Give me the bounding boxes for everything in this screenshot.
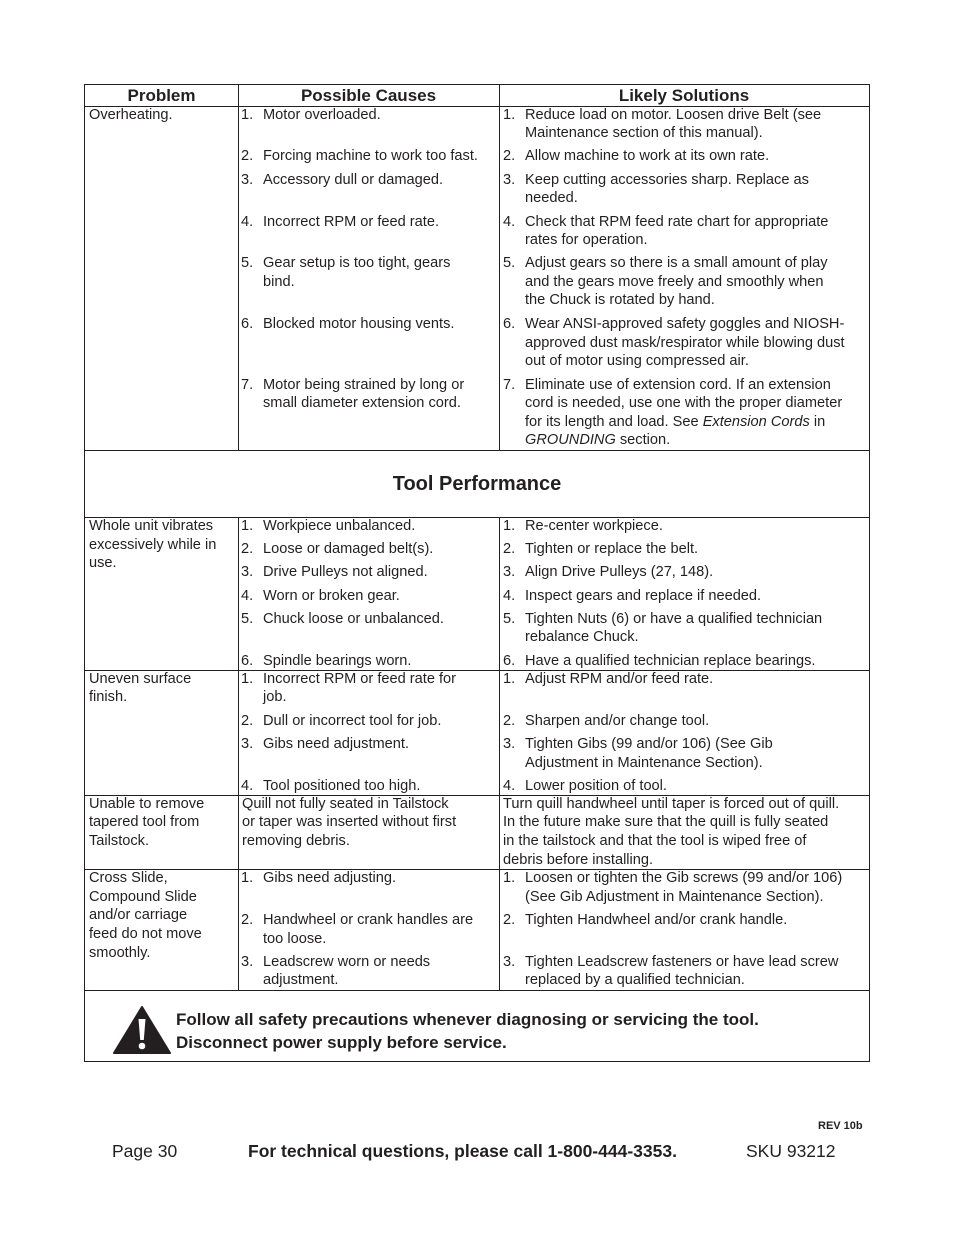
solution-text: Tighten or replace the belt. xyxy=(525,541,699,557)
list-number: 2. xyxy=(503,912,516,928)
list-number: 4. xyxy=(503,214,516,230)
cause-text: Chuck loose or unbalanced. xyxy=(263,611,444,627)
list-number: 6. xyxy=(241,653,254,669)
cause-text: Quill not fully seated in Tailstock xyxy=(242,796,449,812)
problem-text: smoothly. xyxy=(89,945,151,961)
cause-text: Leadscrew worn or needs xyxy=(263,954,431,970)
solution-text: Reduce load on motor. Loosen drive Belt (see xyxy=(525,107,822,123)
cause-text: Gibs need adjusting. xyxy=(263,870,397,886)
list-number: 1. xyxy=(503,671,516,687)
problem-text: Cross Slide, xyxy=(89,870,168,886)
cause-text: Gibs need adjustment. xyxy=(263,736,410,752)
solution-text: In the future make sure that the quill is fully seated xyxy=(503,814,829,830)
solution-text: Tighten Nuts (6) or have a qualified technician xyxy=(525,611,823,627)
problem-text: Tailstock. xyxy=(89,833,150,849)
revision-label: REV 10b xyxy=(818,1120,863,1132)
cause-text: Workpiece unbalanced. xyxy=(263,518,416,534)
cause-text: Loose or damaged belt(s). xyxy=(263,541,434,557)
problem-text: Uneven surface xyxy=(89,671,192,687)
header-problem: Problem xyxy=(127,86,196,105)
list-number: 3. xyxy=(241,172,254,188)
solution-text: Tighten Gibs (99 and/or 106) (See Gib xyxy=(525,736,773,752)
divider xyxy=(85,990,869,991)
list-number: 5. xyxy=(241,255,254,271)
list-number: 6. xyxy=(241,316,254,332)
troubleshooting-table xyxy=(84,84,870,1062)
solution-text: needed. xyxy=(525,190,578,206)
solution-text: Turn quill handwheel until taper is forced out of quill. xyxy=(503,796,840,812)
problem-text: Whole unit vibrates xyxy=(89,518,214,534)
text-run: for its length and load. See xyxy=(525,414,703,430)
list-number: 2. xyxy=(241,148,254,164)
solution-text: Allow machine to work at its own rate. xyxy=(525,148,770,164)
solution-text: Re-center workpiece. xyxy=(525,518,663,534)
cause-text: Tool positioned too high. xyxy=(263,778,421,794)
page-number: Page 30 xyxy=(112,1141,178,1161)
problem-overheating: Overheating. xyxy=(89,107,173,123)
header-likely-solutions: Likely Solutions xyxy=(618,86,750,105)
solution-text: Tighten Handwheel and/or crank handle. xyxy=(525,912,788,928)
list-number: 2. xyxy=(241,541,254,557)
list-number: 4. xyxy=(503,778,516,794)
cause-text: Motor being strained by long or xyxy=(263,377,465,393)
cause-text: Spindle bearings worn. xyxy=(263,653,412,669)
solution-text: out of motor using compressed air. xyxy=(525,353,749,369)
warning-line-2: Disconnect power supply before service. xyxy=(176,1033,507,1052)
solution-text: (See Gib Adjustment in Maintenance Section). xyxy=(525,889,824,905)
column-divider xyxy=(499,517,500,990)
list-number: 1. xyxy=(241,518,254,534)
text-run: in xyxy=(809,414,826,430)
list-number: 7. xyxy=(503,377,516,393)
warning-line-1: Follow all safety precautions whenever diagnosing or servicing the tool. xyxy=(176,1010,759,1029)
problem-text: feed do not move xyxy=(89,926,202,942)
list-number: 3. xyxy=(503,564,516,580)
solution-text: Adjustment in Maintenance Section). xyxy=(525,755,763,771)
solution-text: rates for operation. xyxy=(525,232,648,248)
divider xyxy=(85,450,869,451)
list-number: 2. xyxy=(503,148,516,164)
list-number: 4. xyxy=(503,588,516,604)
warning-triangle-icon xyxy=(112,1005,172,1055)
header-possible-causes: Possible Causes xyxy=(300,86,437,105)
column-divider xyxy=(499,85,500,450)
solution-text xyxy=(525,413,825,432)
solution-text: Have a qualified technician replace bearings. xyxy=(525,653,816,669)
solution-text: Eliminate use of extension cord. If an extension xyxy=(525,377,831,393)
cause-text: too loose. xyxy=(263,931,327,947)
list-number: 4. xyxy=(241,778,254,794)
solution-text: and the gears move freely and smoothly when xyxy=(525,274,824,290)
list-number: 6. xyxy=(503,653,516,669)
cause-text: or taper was inserted without first xyxy=(242,814,457,830)
solution-text: Wear ANSI-approved safety goggles and NIOSH- xyxy=(525,316,845,332)
list-number: 7. xyxy=(241,377,254,393)
problem-text: use. xyxy=(89,555,117,571)
list-number: 3. xyxy=(503,736,516,752)
list-number: 1. xyxy=(503,870,516,886)
text-run: section. xyxy=(615,432,671,448)
solution-text: Maintenance section of this manual). xyxy=(525,125,763,141)
solution-text: debris before installing. xyxy=(503,852,654,868)
solution-text: Adjust gears so there is a small amount of play xyxy=(525,255,828,271)
list-number: 5. xyxy=(503,255,516,271)
column-divider xyxy=(238,85,239,450)
list-number: 2. xyxy=(503,713,516,729)
list-number: 2. xyxy=(241,713,254,729)
cause-text: Blocked motor housing vents. xyxy=(263,316,455,332)
list-number: 1. xyxy=(503,518,516,534)
emphasis-text: Extension Cords xyxy=(702,414,810,430)
problem-text: and/or carriage xyxy=(89,907,188,923)
cause-text: removing debris. xyxy=(242,833,350,849)
problem-text: Compound Slide xyxy=(89,889,197,905)
list-number: 4. xyxy=(241,214,254,230)
solution-text: Lower position of tool. xyxy=(525,778,667,794)
list-number: 2. xyxy=(241,912,254,928)
list-number: 3. xyxy=(241,564,254,580)
emphasis-text: GROUNDING xyxy=(525,432,616,448)
solution-text: the Chuck is rotated by hand. xyxy=(525,292,715,308)
sku-label: SKU 93212 xyxy=(746,1141,836,1161)
technical-phone-line: For technical questions, please call 1-800-444-3353. xyxy=(248,1141,677,1161)
problem-text: Unable to remove xyxy=(89,796,205,812)
problem-text: finish. xyxy=(89,689,128,705)
cause-text: Incorrect RPM or feed rate for xyxy=(263,671,457,687)
list-number: 5. xyxy=(503,611,516,627)
problem-text: excessively while in xyxy=(89,537,217,553)
cause-text: small diameter extension cord. xyxy=(263,395,461,411)
problem-text: tapered tool from xyxy=(89,814,200,830)
cause-text: Drive Pulleys not aligned. xyxy=(263,564,428,580)
list-number: 3. xyxy=(503,954,516,970)
cause-text: Accessory dull or damaged. xyxy=(263,172,444,188)
list-number: 1. xyxy=(503,107,516,123)
cause-text: Handwheel or crank handles are xyxy=(263,912,474,928)
cause-text: adjustment. xyxy=(263,972,339,988)
solution-text: Keep cutting accessories sharp. Replace as xyxy=(525,172,809,188)
cause-text: Motor overloaded. xyxy=(263,107,381,123)
solution-text: Loosen or tighten the Gib screws (99 and/or 106) xyxy=(525,870,843,886)
solution-text: rebalance Chuck. xyxy=(525,629,639,645)
solution-text: Adjust RPM and/or feed rate. xyxy=(525,671,714,687)
list-number: 3. xyxy=(241,954,254,970)
cause-text: bind. xyxy=(263,274,295,290)
solution-text xyxy=(525,431,670,450)
list-number: 6. xyxy=(503,316,516,332)
cause-text: Forcing machine to work too fast. xyxy=(263,148,478,164)
cause-text: Dull or incorrect tool for job. xyxy=(263,713,442,729)
list-number: 1. xyxy=(241,870,254,886)
solution-text: in the tailstock and that the tool is wiped free of xyxy=(503,833,807,849)
solution-text: replaced by a qualified technician. xyxy=(525,972,745,988)
cause-text: Incorrect RPM or feed rate. xyxy=(263,214,440,230)
solution-text: Inspect gears and replace if needed. xyxy=(525,588,762,604)
section-title: Tool Performance xyxy=(392,473,562,495)
cause-text: Gear setup is too tight, gears xyxy=(263,255,451,271)
solution-text: Align Drive Pulleys (27, 148). xyxy=(525,564,714,580)
list-number: 1. xyxy=(241,107,254,123)
list-number: 4. xyxy=(241,588,254,604)
list-number: 5. xyxy=(241,611,254,627)
list-number: 2. xyxy=(503,541,516,557)
solution-text: approved dust mask/respirator while blowing dust xyxy=(525,335,845,351)
cause-text: job. xyxy=(263,689,287,705)
solution-text: Tighten Leadscrew fasteners or have lead screw xyxy=(525,954,839,970)
list-number: 3. xyxy=(503,172,516,188)
solution-text: cord is needed, use one with the proper diameter xyxy=(525,395,843,411)
list-number: 3. xyxy=(241,736,254,752)
solution-text: Check that RPM feed rate chart for appropriate xyxy=(525,214,829,230)
cause-text: Worn or broken gear. xyxy=(263,588,400,604)
solution-text: Sharpen and/or change tool. xyxy=(525,713,710,729)
column-divider xyxy=(238,517,239,990)
list-number: 1. xyxy=(241,671,254,687)
